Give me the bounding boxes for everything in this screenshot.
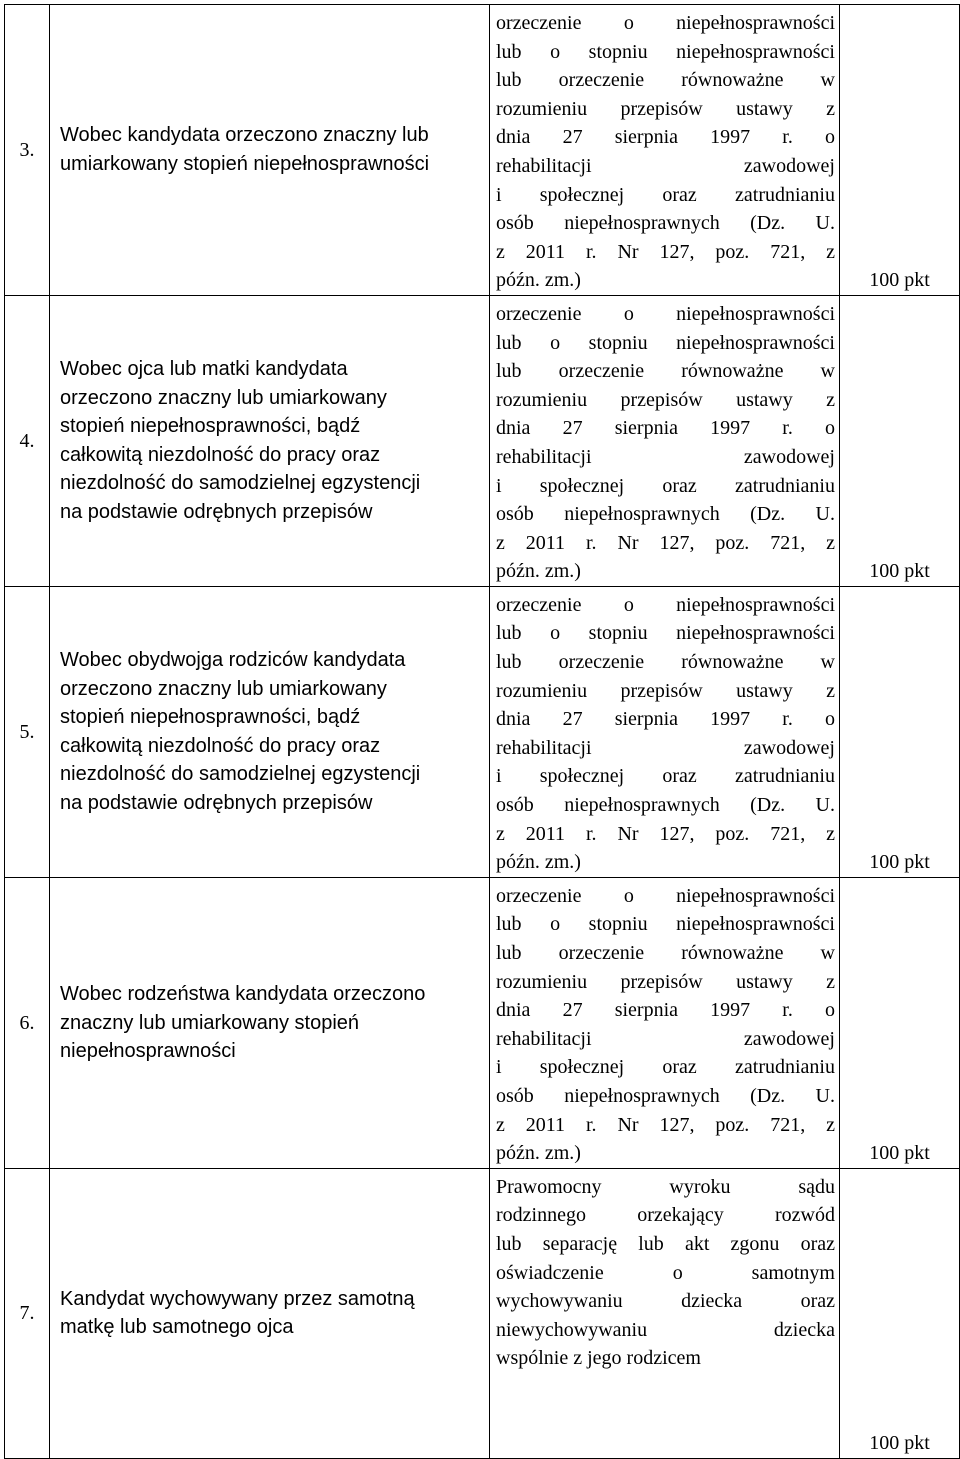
criteria-table [4, 4, 960, 1459]
criterion-line: matkę lub samotnego ojca [60, 1316, 294, 1339]
row-number: 5. [5, 586, 50, 877]
required-document-cell [490, 1168, 840, 1458]
document-line: orzeczenie o niepełnosprawności [496, 884, 835, 907]
criterion-line: Wobec obydwojga rodziców kandydata [60, 649, 406, 672]
table-row [5, 1168, 960, 1458]
document-line: z 2011 r. Nr 127, poz. 721, z [496, 531, 835, 554]
document-line: rozumieniu przepisów ustawy z [496, 970, 835, 993]
required-document-cell [490, 5, 840, 296]
document-line: rozumieniu przepisów ustawy z [496, 679, 835, 702]
criterion-line: całkowitą niezdolność do pracy oraz [60, 734, 381, 757]
points-cell: 100 pkt [840, 5, 960, 296]
document-line: i społecznej oraz zatrudnianiu [496, 183, 835, 206]
document-line: osób niepełnosprawnych (Dz. U. [496, 794, 835, 817]
row-number: 3. [5, 5, 50, 296]
criterion-line: na podstawie odrębnych przepisów [60, 791, 373, 814]
document-line: lub orzeczenie równoważne w [496, 651, 835, 674]
document-line: osób niepełnosprawnych (Dz. U. [496, 212, 835, 235]
criterion-line: orzeczono znaczny lub umiarkowany [60, 677, 387, 700]
document-line: lub o stopniu niepełnosprawności [496, 622, 835, 645]
criterion-line: stopień niepełnosprawności, bądź [60, 415, 361, 438]
document-line: orzeczenie o niepełnosprawności [496, 302, 835, 325]
criterion-line: Wobec ojca lub matki kandydata [60, 358, 348, 381]
document-line: rehabilitacji zawodowej [496, 1027, 835, 1050]
document-line: późn. zm.) [496, 269, 581, 292]
table-row [5, 877, 960, 1168]
required-document-cell [490, 295, 840, 586]
document-line: osób niepełnosprawnych (Dz. U. [496, 1084, 835, 1107]
criterion-line: znaczny lub umiarkowany stopień [60, 1011, 360, 1034]
required-document-cell [490, 877, 840, 1168]
document-line: wychowywaniu dziecka oraz [496, 1290, 835, 1313]
criterion-line: niepełnosprawności [60, 1040, 236, 1063]
row-number: 6. [5, 877, 50, 1168]
table-row [5, 295, 960, 586]
document-line: niewychowywaniu dziecka [496, 1318, 835, 1341]
criterion-line: Kandydat wychowywany przez samotną [60, 1287, 415, 1310]
document-line: orzeczenie o niepełnosprawności [496, 12, 835, 34]
criterion-line: Wobec rodzeństwa kandydata orzeczono [60, 983, 426, 1006]
document-line: wspólnie z jego rodzicem [496, 1347, 701, 1370]
points-cell: 100 pkt [840, 586, 960, 877]
criterion-cell [50, 877, 490, 1168]
criterion-line: na podstawie odrębnych przepisów [60, 500, 373, 523]
document-line: orzeczenie o niepełnosprawności [496, 593, 835, 616]
document-line: dnia 27 sierpnia 1997 r. o [496, 126, 835, 149]
document-line: dnia 27 sierpnia 1997 r. o [496, 999, 835, 1022]
document-line: Prawomocny wyroku sądu [496, 1175, 835, 1198]
document-line: lub orzeczenie równoważne w [496, 69, 835, 92]
document-line: dnia 27 sierpnia 1997 r. o [496, 417, 835, 440]
criterion-line: umiarkowany stopień niepełnosprawności [60, 152, 430, 175]
document-line: rozumieniu przepisów ustawy z [496, 388, 835, 411]
criterion-cell [50, 586, 490, 877]
document-line: lub o stopniu niepełnosprawności [496, 913, 835, 936]
row-number: 7. [5, 1168, 50, 1458]
criterion-line: całkowitą niezdolność do pracy oraz [60, 443, 381, 466]
document-line: z 2011 r. Nr 127, poz. 721, z [496, 822, 835, 845]
points-cell: 100 pkt [840, 295, 960, 586]
document-line: rehabilitacji zawodowej [496, 736, 835, 759]
criterion-line: Wobec kandydata orzeczono znaczny lub [60, 124, 429, 147]
criterion-cell [50, 5, 490, 296]
required-document-cell [490, 586, 840, 877]
document-line: lub o stopniu niepełnosprawności [496, 40, 835, 63]
criteria-table-body [5, 5, 960, 1459]
document-line: późn. zm.) [496, 1142, 581, 1165]
document-line: osób niepełnosprawnych (Dz. U. [496, 503, 835, 526]
criterion-cell [50, 295, 490, 586]
document-line: i społecznej oraz zatrudnianiu [496, 1056, 835, 1079]
points-cell: 100 pkt [840, 1168, 960, 1458]
document-line: z 2011 r. Nr 127, poz. 721, z [496, 240, 835, 263]
document-line: i społecznej oraz zatrudnianiu [496, 765, 835, 788]
document-line: rodzinnego orzekający rozwód [496, 1204, 835, 1227]
document-line: i społecznej oraz zatrudnianiu [496, 474, 835, 497]
document-line: lub orzeczenie równoważne w [496, 942, 835, 964]
document-line: późn. zm.) [496, 560, 581, 583]
criterion-line: stopień niepełnosprawności, bądź [60, 706, 361, 729]
document-line: lub separację lub akt zgonu oraz [496, 1232, 835, 1255]
document-line: lub o stopniu niepełnosprawności [496, 331, 835, 354]
points-cell: 100 pkt [840, 877, 960, 1168]
document-line: późn. zm.) [496, 851, 581, 874]
criterion-line: niezdolność do samodzielnej egzystencji [60, 472, 421, 495]
document-line: dnia 27 sierpnia 1997 r. o [496, 708, 835, 731]
document-line: z 2011 r. Nr 127, poz. 721, z [496, 1113, 835, 1136]
table-row [5, 586, 960, 877]
document-line: rehabilitacji zawodowej [496, 445, 835, 468]
criterion-line: niezdolność do samodzielnej egzystencji [60, 763, 421, 786]
criterion-line: orzeczono znaczny lub umiarkowany [60, 386, 387, 409]
criterion-cell [50, 1168, 490, 1458]
document-line: lub orzeczenie równoważne w [496, 360, 835, 383]
row-number: 4. [5, 295, 50, 586]
document-line: rehabilitacji zawodowej [496, 154, 835, 177]
table-row [5, 5, 960, 296]
document-line: oświadczenie o samotnym [496, 1261, 835, 1284]
document-line: rozumieniu przepisów ustawy z [496, 97, 835, 120]
